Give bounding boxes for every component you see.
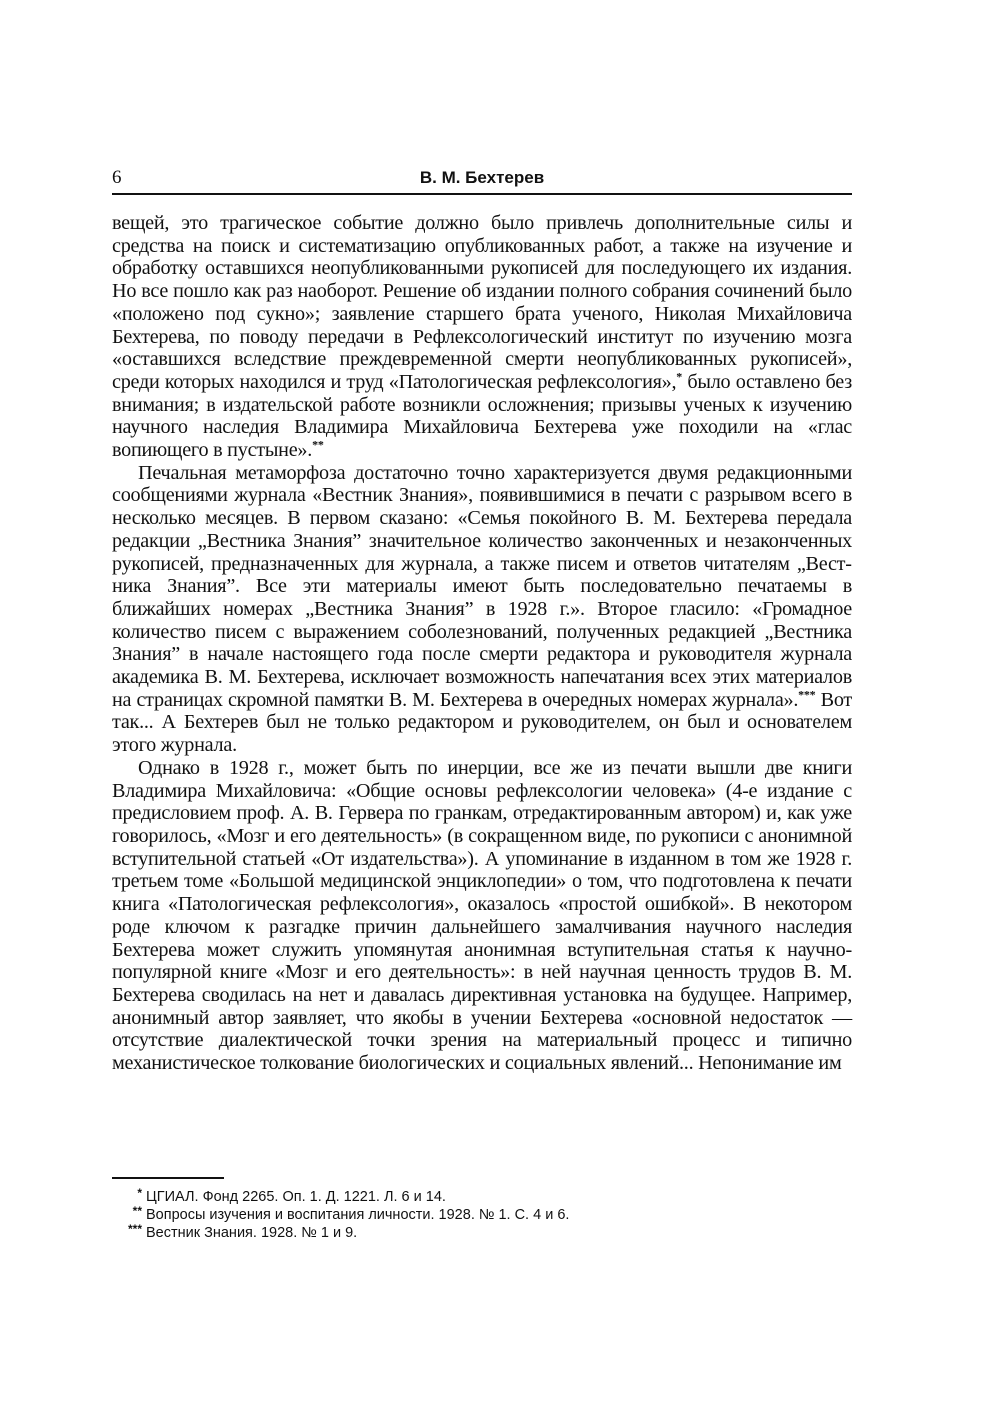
footnotes xyxy=(112,1188,852,1242)
footnote-text: Вестник Знания. 1928. № 1 и 9. xyxy=(146,1225,358,1241)
running-head-title: В. М. Бехтерев xyxy=(419,168,545,187)
header-rule xyxy=(112,193,852,195)
paragraph-3 xyxy=(112,757,852,1075)
paragraph-1 xyxy=(112,212,852,462)
footnote-text: ЦГИАЛ. Фонд 2265. Оп. 1. Д. 1221. Л. 6 и 14. xyxy=(146,1189,446,1205)
footnote-text: Вопросы изучения и воспитания личности. 1928. № 1. С. 4 и 6. xyxy=(146,1207,570,1223)
paragraph-2-text-b: Вот так... А Бехтерев был не только редактором и руководителем, он был и основателем этого журнала. xyxy=(112,688,852,757)
footnote-2 xyxy=(112,1206,852,1224)
footnote-mark: * xyxy=(137,1186,142,1200)
page-number: 6 xyxy=(112,167,122,188)
running-head xyxy=(112,164,852,192)
paragraph-1-text-a: вещей, это трагическое событие должно было привлечь дополнительные силы и средства на поиск и систематизацию опубликованных работ, а также на изучение и обработку оставшихся неопубликованными рукописей для последующего их издания. Но все пошло как раз наоборот. Решение об издании полного собрания сочинений было «положено под сукно»; заявление старшего брата ученого, Николая Михайловича Бехтерева, по поводу передачи в Рефлексологический институт по изучению мозга «оставшихся вследствие преждевременной смерти неопубликованных рукописей», среди которых находился и труд «Патологическая рефлексология», xyxy=(112,212,852,393)
footnote-3 xyxy=(112,1224,852,1242)
footnote-1 xyxy=(112,1188,852,1206)
footnote-ref-1: * xyxy=(676,369,683,384)
main-text xyxy=(112,212,852,1075)
footnote-mark: *** xyxy=(127,1222,142,1236)
paragraph-2-text-a: Печальная метаморфоза достаточно точно характеризуется двумя редакционными сообщениями журнала «Вестник Знания», появившимися в печати с разрывом всего в несколько месяцев. В первом сказано: «Семья покойного В. М. Бехтерева передала редакции „Вестника Знания” значительное количество законченных и незаконченных рукописей, предназначенных для журнала, а также писем и ответов читателям „Вестника Знания”. Все эти материалы имеют быть последовательно печатаемы в ближайших номерах „Вестника Знания” в 1928 г.». Второе гласило: «Громадное количество писем с выражением соболезнований, полученных редакцией „Вестника Знания” в начале настоящего года после смерти редактора и руководителя журнала академика В. М. Бехтерева, исключает возможность напечатания всех этих материалов на страницах скромной памятки В. М. Бехтерева в очередных номерах журнала». xyxy=(112,461,852,711)
paragraph-2 xyxy=(112,462,852,757)
paragraph-1-text-b: было оставлено без внимания; в издательской работе возникли осложнения; призывы ученых к изучению научного наследия Владимира Михайловича Бехтерева уже походили на «глас вопиющего в пустыне». xyxy=(112,370,852,462)
footnote-ref-2: ** xyxy=(312,437,324,452)
footnote-rule xyxy=(112,1177,224,1179)
footnote-ref-3: *** xyxy=(798,687,816,702)
footnote-mark: ** xyxy=(132,1204,142,1218)
paragraph-3-text: Однако в 1928 г., может быть по инерции, все же из печати вышли две книги Владимира Михайловича: «Общие основы рефлексологии человека» (4-е издание с предисловием проф. А. В. Гервера по гранкам, отредактированным автором) и, как уже говорилось, «Мозг и его деятельность» (в сокращенном виде, по рукописи с анонимной вступительной статьей «От издательства»). А упоминание в изданном в том же 1928 г. третьем томе «Большой медицинской энциклопедии» о том, что подготовлена к печати книга «Патологическая рефлексология», оказалось «простой ошибкой». В некотором роде ключом к разгадке причин дальнейшего замалчивания научного наследия Бехтерева может служить упомянутая анонимная вступительная статья к научно-популярной книге «Мозг и его деятельность»: в ней научная ценность трудов В. М. Бехтерева сводилась на нет и давалась директивная установка на будущее. Например, анонимный автор заявляет, что якобы в учении Бехтерева «основной недостаток — отсутствие диалектической точки зрения на материальный процесс и типично механистическое толкование биологических и социальных явлений... Непонимание им xyxy=(112,756,852,1075)
